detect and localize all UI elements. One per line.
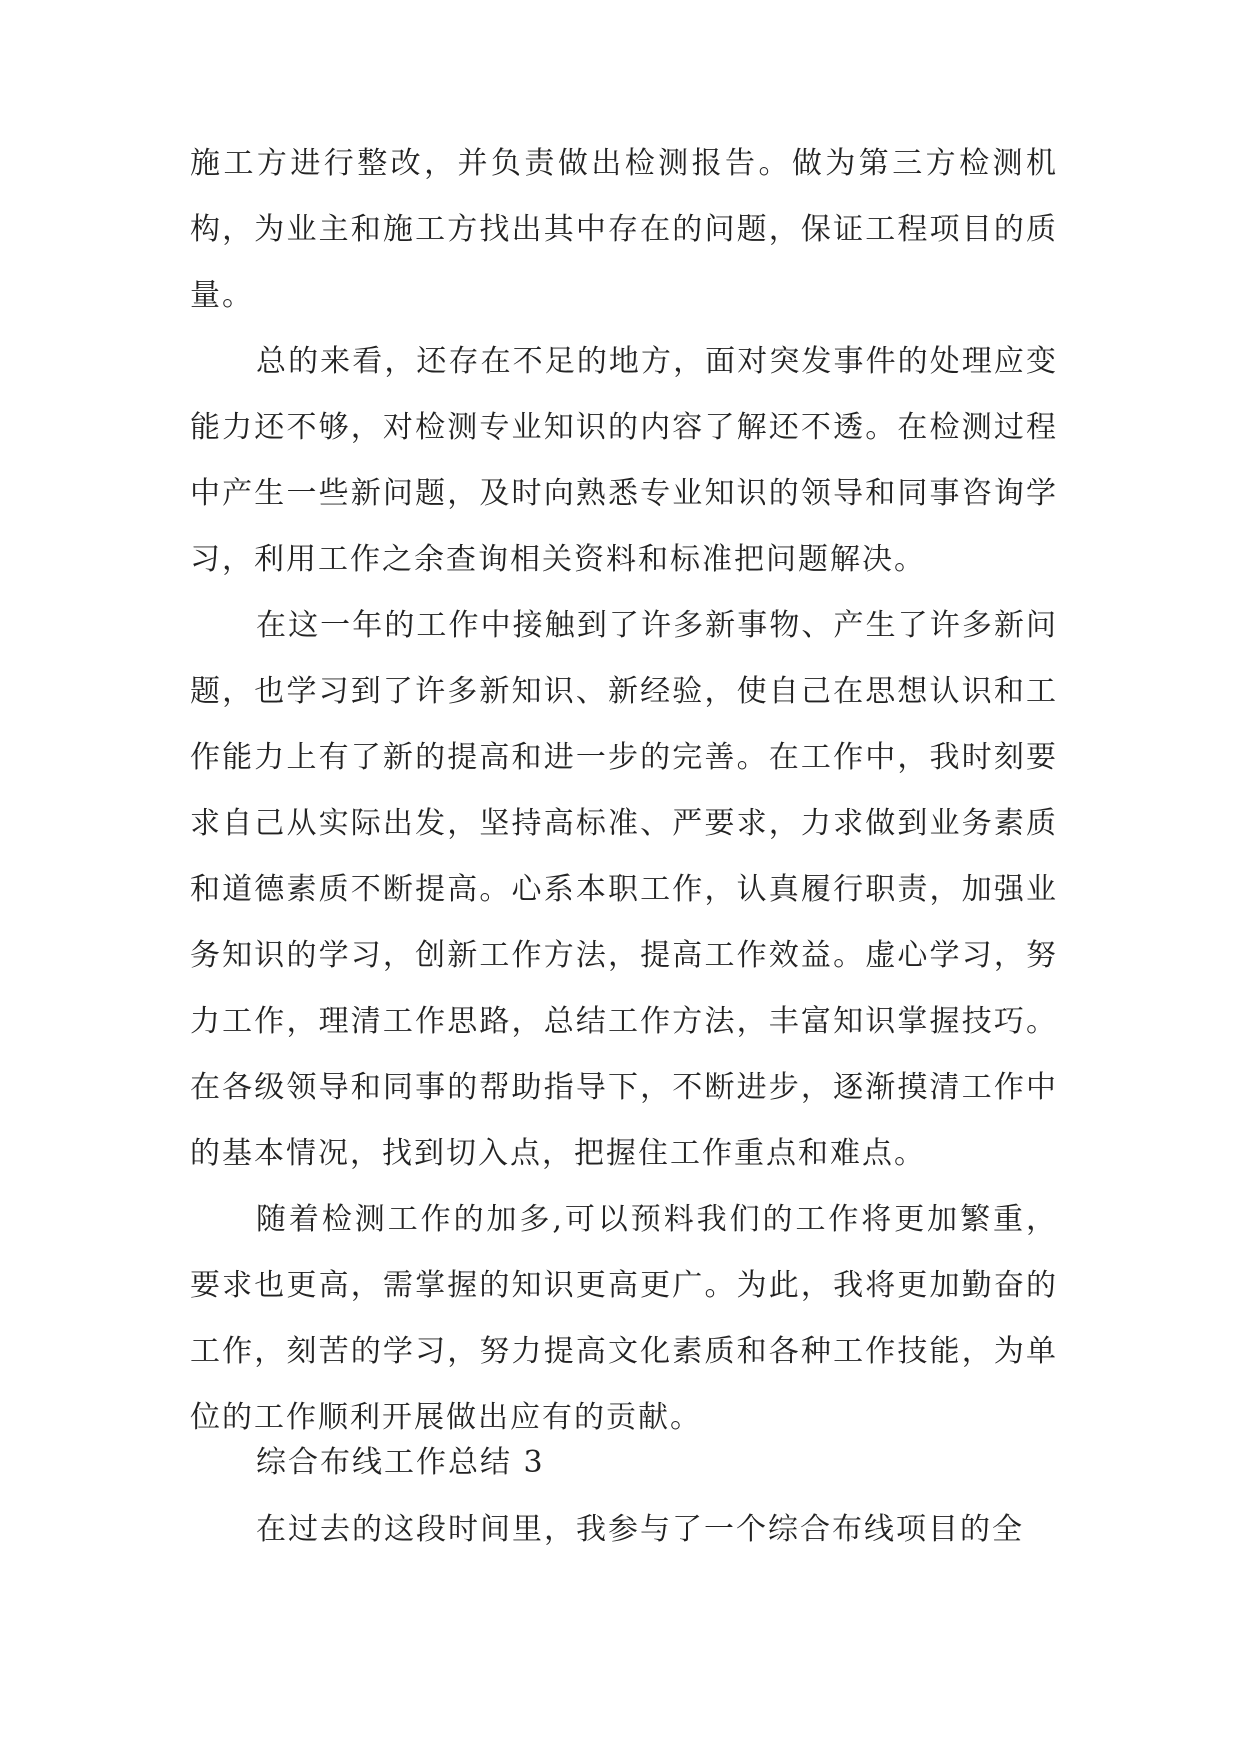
paragraph: 施工方进行整改，并负责做出检测报告。做为第三方检测机构，为业主和施工方找出其中存在的问题，保证工程项目的质量。 [190, 146, 1058, 313]
paragraph: 随着检测工作的加多,可以预料我们的工作将更加繁重，要求也更高，需掌握的知识更高更广。为此，我将更加勤奋的工作，刻苦的学习，努力提高文化素质和各种工作技能，为单位的工作顺利开展做出应有的贡献。 [190, 1202, 1058, 1435]
section-first-line: 在过去的这段时间里，我参与了一个综合布线项目的全 [256, 1512, 1024, 1547]
paragraph: 在这一年的工作中接触到了许多新事物、产生了许多新问题，也学习到了许多新知识、新经验，使自己在思想认识和工作能力上有了新的提高和进一步的完善。在工作中，我时刻要求自己从实际出发，坚持高标准、严要求，力求做到业务素质和道德素质不断提高。心系本职工作，认真履行职责，加强业务知识的学习，创新工作方法，提高工作效益。虚心学习，努力工作，理清工作思路，总结工作方法，丰富知识掌握技巧。在各级领导和同事的帮助指导下，不断进步，逐渐摸清工作中的基本情况，找到切入点，把握住工作重点和难点。 [190, 608, 1058, 1171]
paragraph: 总的来看，还存在不足的地方，面对突发事件的处理应变能力还不够，对检测专业知识的内容了解还不透。在检测过程中产生一些新问题，及时向熟悉专业知识的领导和同事咨询学习，利用工作之余查询相关资料和标准把问题解决。 [190, 344, 1058, 577]
section-title: 综合布线工作总结 3 [256, 1445, 545, 1480]
body-text [190, 131, 1058, 1451]
